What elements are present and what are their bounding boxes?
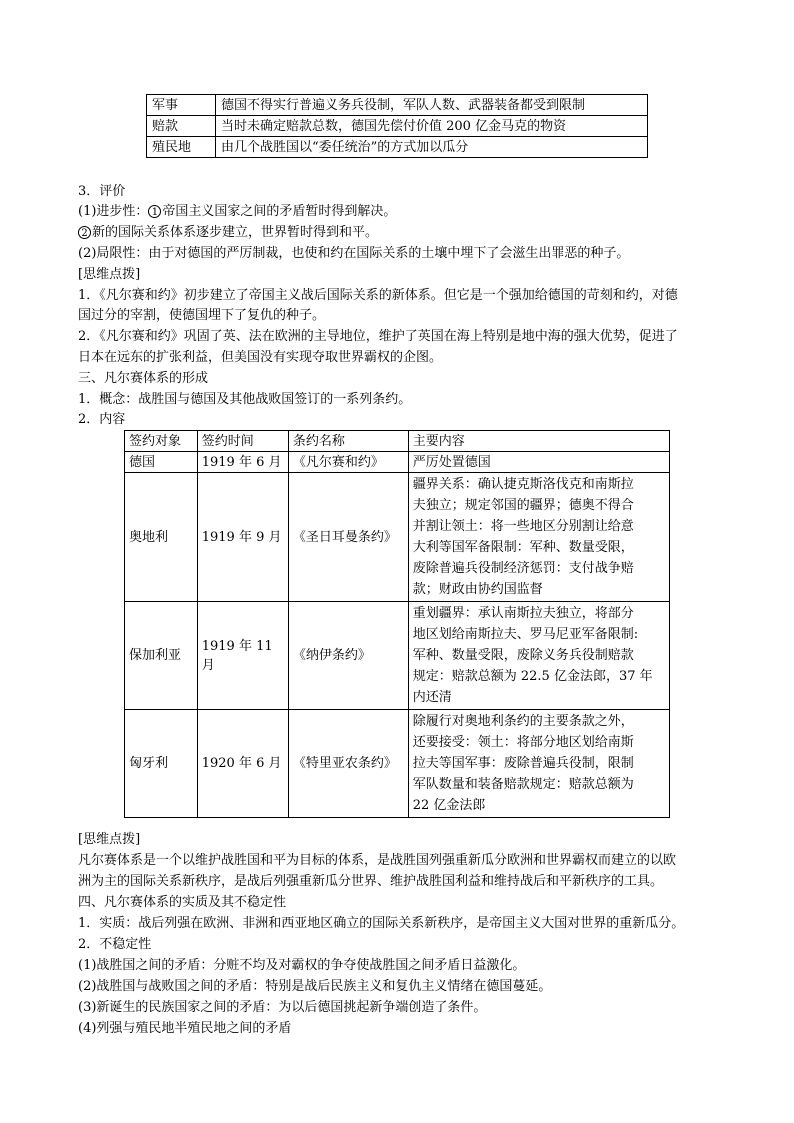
table-row [125, 473, 670, 602]
table-row [125, 452, 670, 473]
treaties-table [124, 430, 670, 818]
signatory-cell: 保加利亚 [125, 602, 198, 710]
text-fragment: 新的国际关系体系逐步建立，世界暂时得到和平。 [92, 225, 379, 240]
paragraph: 2．《凡尔赛和约》巩固了英、法在欧洲的主导地位，维护了英国在海上特别是地中海的强大优势，促进了 [78, 329, 678, 344]
column-header: 条约名称 [288, 431, 408, 452]
table-header-row [125, 431, 670, 452]
table-row [147, 116, 648, 137]
content-line: 军队数量和装备赔款规定：赔款总额为 [412, 777, 634, 792]
content-cell: 严厉处置德国 [408, 452, 669, 473]
treaty-name-cell: 《纳伊条约》 [288, 602, 408, 710]
content-line: 款；财政由协约国监督 [412, 582, 543, 597]
text-fragment: (1)进步性： [78, 204, 149, 219]
content-line: 疆界关系：确认捷克斯洛伐克和南斯拉 [412, 477, 634, 492]
content-cell [408, 602, 669, 710]
term-key: 殖民地 [147, 137, 216, 158]
column-header: 签约对象 [125, 431, 198, 452]
treaty-name-cell: 《凡尔赛和约》 [288, 452, 408, 473]
content-line: 地区划给南斯拉夫、罗马尼亚军备限制: [412, 627, 639, 642]
signatory-cell: 匈牙利 [125, 710, 198, 818]
section-heading: 三、凡尔赛体系的形成 [78, 371, 209, 386]
paragraph: 国过分的宰割，使德国埋下了复仇的种子。 [78, 308, 326, 323]
content-line: 废除普遍兵役制经济惩罚：支付战争赔 [412, 561, 634, 576]
paragraph [78, 223, 378, 242]
date-cell: 1919 年 11 月 [197, 602, 288, 710]
signatory-cell: 奥地利 [125, 473, 198, 602]
table-row [147, 95, 648, 116]
paragraph: 1．实质：战后列强在欧洲、非洲和西亚地区确立的国际关系新秩序，是帝国主义大国对世界的重新瓜分。 [78, 916, 685, 931]
column-header: 签约时间 [197, 431, 288, 452]
circled-number: 1 [148, 205, 161, 218]
paragraph: 2．内容 [78, 412, 126, 427]
content-line: 规定：赔款总额为 22.5 亿金法郎，37 年 [412, 669, 653, 684]
tips-heading: [思维点拨] [78, 267, 141, 282]
text-fragment: 帝国主义国家之间的矛盾暂时得到解决。 [162, 204, 397, 219]
signatory-cell: 德国 [125, 452, 198, 473]
content-line: 夫独立；规定邻国的疆界；德奥不得合 [412, 498, 634, 513]
paragraph: (2)局限性：由于对德国的严厉制裁，也使和约在国际关系的土壤中埋下了会滋生出罪恶的种子。 [78, 246, 630, 261]
circled-number: 2 [78, 226, 91, 239]
content-line: 重划疆界：承认南斯拉夫独立，将部分 [412, 606, 634, 621]
date-cell: 1919 年 6 月 [197, 452, 288, 473]
treaty-name-cell: 《特里亚农条约》 [288, 710, 408, 818]
paragraph: 凡尔赛体系是一个以维护战胜国和平为目标的体系，是战胜国列强重新瓜分欧洲和世界霸权而建立的以欧 [78, 853, 677, 868]
content-cell [408, 710, 669, 818]
terms-table [146, 94, 648, 158]
term-value: 由几个战胜国以“委任统治”的方式加以瓜分 [216, 137, 648, 158]
table-row [125, 710, 670, 818]
tips-heading: [思维点拨] [78, 832, 141, 847]
paragraph [78, 202, 396, 221]
term-value: 当时未确定赔款总数，德国先偿付价值 200 亿金马克的物资 [216, 116, 648, 137]
paragraph: 1．概念：战胜国与德国及其他战败国签订的一系列条约。 [78, 392, 412, 407]
table-row [125, 602, 670, 710]
paragraph: (4)列强与殖民地半殖民地之间的矛盾 [78, 1021, 292, 1036]
date-cell: 1920 年 6 月 [197, 710, 288, 818]
content-line: 拉夫等国军事：废除普遍兵役制，限制 [412, 756, 634, 771]
column-header: 主要内容 [408, 431, 669, 452]
paragraph: (1)战胜国之间的矛盾：分赃不均及对霸权的争夺使战胜国之间矛盾日益激化。 [78, 958, 526, 973]
paragraph: 日本在远东的扩张利益，但美国没有实现夺取世界霸权的企图。 [78, 350, 443, 365]
section-heading: 3．评价 [78, 184, 126, 199]
content-line: 22 亿金法郎 [412, 798, 486, 813]
content-line: 大利等国军备限制：军种、数量受限， [412, 540, 634, 555]
paragraph: 1．《凡尔赛和约》初步建立了帝国主义战后国际关系的新体系。但它是一个强加给德国的苛刻和约，对德 [78, 288, 678, 303]
paragraph: 2．不稳定性 [78, 937, 152, 952]
content-line: 军种、数量受限，废除义务兵役制赔款 [412, 648, 634, 663]
paragraph: (3)新诞生的民族国家之间的矛盾：为以后德国挑起新争端创造了条件。 [78, 1000, 487, 1015]
paragraph: 洲为主的国际关系新秩序，是战后列强重新瓜分世界、维护战胜国利益和维持战后和平新秩序的工具。 [78, 874, 664, 889]
treaty-name-cell: 《圣日耳曼条约》 [288, 473, 408, 602]
term-key: 军事 [147, 95, 216, 116]
content-line: 内还清 [412, 690, 452, 705]
content-line: 还要接受：领土：将部分地区划给南斯 [412, 735, 634, 750]
section-heading: 四、凡尔赛体系的实质及其不稳定性 [78, 895, 287, 910]
term-value: 德国不得实行普遍义务兵役制，军队人数、武器装备都受到限制 [216, 95, 648, 116]
content-line: 并割让领土：将一些地区分别割让给意 [412, 519, 634, 534]
table-row [147, 137, 648, 158]
date-cell: 1919 年 9 月 [197, 473, 288, 602]
term-key: 赔款 [147, 116, 216, 137]
content-line: 除履行对奥地利条约的主要条款之外， [412, 714, 634, 729]
content-cell [408, 473, 669, 602]
paragraph: (2)战胜国与战败国之间的矛盾：特别是战后民族主义和复仇主义情绪在德国蔓延。 [78, 979, 552, 994]
